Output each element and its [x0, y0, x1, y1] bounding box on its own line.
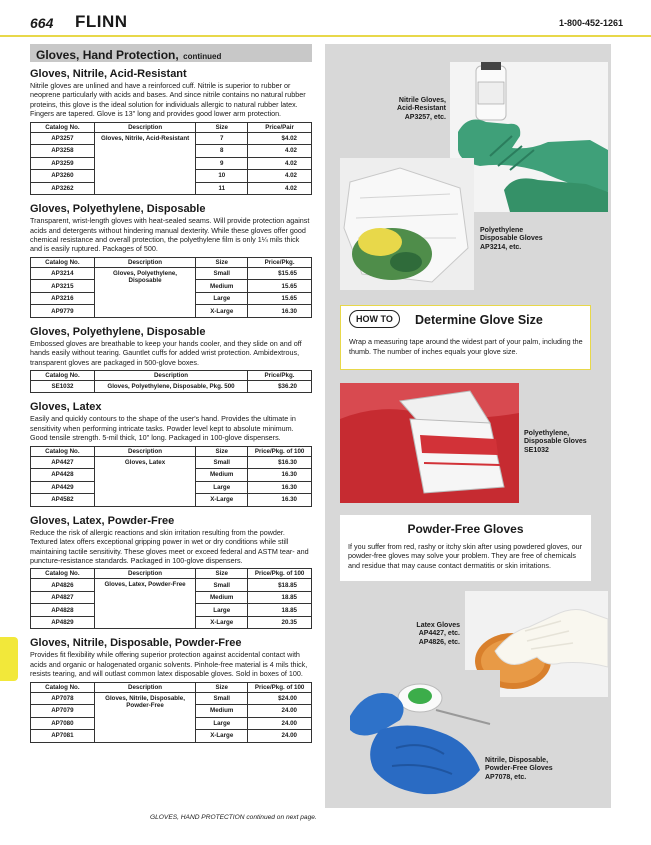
price-cell: 16.30	[248, 305, 312, 318]
caption-line: Acid-Resistant	[396, 105, 446, 113]
price-cell: 4.02	[248, 182, 312, 195]
caption-latex	[378, 622, 460, 647]
catalog-cell: AP3262	[31, 182, 95, 195]
caption-line: AP3214, etc.	[480, 243, 522, 251]
page-number: 664	[30, 15, 54, 31]
catalog-cell: AP4429	[31, 481, 95, 494]
product-title: Gloves, Latex, Powder-Free	[30, 514, 175, 527]
table-header-row	[31, 682, 312, 692]
col-size: Size	[196, 446, 248, 456]
table-header-row	[31, 122, 312, 132]
product-table	[30, 446, 312, 507]
col-description: Description	[94, 569, 196, 579]
col-catalog: Catalog No.	[31, 446, 95, 456]
table-row	[31, 456, 312, 469]
table-row	[31, 380, 312, 393]
catalog-cell: AP7081	[31, 730, 95, 743]
table-row	[31, 692, 312, 705]
size-cell: Large	[196, 717, 248, 730]
product-title: Gloves, Polyethylene, Disposable	[30, 203, 206, 216]
description-cell: Gloves, Polyethylene, Disposable, Pkg. 500	[95, 380, 248, 393]
catalog-cell: AP7079	[31, 705, 95, 718]
powder-free-body: If you suffer from red, rashy or itchy skin after using powdered gloves, our powder-free gloves may solve your problem. They are free of chemicals and residue that may cause contact dermatitis or skin irritations.	[348, 542, 582, 570]
catalog-cell: AP4428	[31, 469, 95, 482]
col-catalog: Catalog No.	[31, 257, 95, 267]
caption-line: AP7078, etc.	[485, 773, 527, 781]
catalog-cell: AP4829	[31, 616, 95, 629]
brand-logo: FLINN	[75, 12, 128, 31]
polyethylene-box-photo	[340, 383, 519, 503]
section-continued: continued	[183, 52, 222, 61]
size-cell: 9	[196, 157, 248, 170]
nitrile-disposable-photo	[340, 670, 500, 802]
product-latex-powder-free	[30, 515, 312, 630]
product-title: Gloves, Polyethylene, Disposable	[30, 325, 206, 338]
product-table	[30, 122, 312, 196]
catalog-cell: SE1032	[31, 380, 95, 393]
size-cell: X-Large	[196, 616, 248, 629]
col-size: Size	[196, 569, 248, 579]
page-header	[0, 0, 651, 40]
caption-line: Nitrile Gloves,	[398, 97, 446, 104]
product-polyethylene-embossed	[30, 326, 312, 394]
col-price: Price/Pkg. of 100	[248, 682, 312, 692]
price-cell: 4.02	[248, 145, 312, 158]
price-cell: $16.30	[248, 456, 312, 469]
catalog-cell: AP7080	[31, 717, 95, 730]
col-price: Price/Pkg. of 100	[248, 446, 312, 456]
size-cell: Large	[196, 604, 248, 617]
size-cell: Medium	[196, 591, 248, 604]
caption-line: Disposable Gloves	[480, 235, 543, 243]
description-cell: Gloves, Latex, Powder-Free	[94, 579, 196, 629]
catalog-cell: AP4582	[31, 494, 95, 507]
price-cell: 18.85	[248, 591, 312, 604]
caption-line: AP4427, etc.	[418, 630, 460, 638]
size-cell: Small	[196, 267, 248, 280]
catalog-cell: AP4826	[31, 579, 95, 592]
caption-line: Polyethylene	[480, 227, 524, 234]
col-size: Size	[196, 682, 248, 692]
section-band	[30, 44, 312, 62]
catalog-cell: AP4828	[31, 604, 95, 617]
price-cell: 20.35	[248, 616, 312, 629]
product-latex	[30, 401, 312, 506]
col-description: Description	[94, 257, 196, 267]
catalog-cell: AP3260	[31, 170, 95, 183]
price-cell: 24.00	[248, 705, 312, 718]
price-cell: 16.30	[248, 481, 312, 494]
size-cell: X-Large	[196, 494, 248, 507]
caption-line: AP3257, etc.	[404, 113, 446, 121]
col-size: Size	[196, 257, 248, 267]
caption-line: AP4826, etc.	[418, 638, 460, 646]
product-description: Embossed gloves are breathable to keep your hands cooler, and they slide on and off hands easily without tearing. Gauntlet cuffs for added wrist protection. Ambidextrous, transparent gloves are packaged in 500-glove boxes.	[30, 338, 302, 367]
section-title: Gloves, Hand Protection,	[36, 48, 179, 62]
price-cell: 15.65	[248, 292, 312, 305]
product-table	[30, 568, 312, 629]
col-catalog: Catalog No.	[31, 122, 95, 132]
phone-number: 1-800-452-1261	[558, 18, 623, 28]
col-price: Price/Pkg. of 100	[248, 569, 312, 579]
product-description: Provides fit flexibility while offering superior protection against accidental contact with acids and organic or halogenated organic solvents. Pinhole-free material is 4 mils thick, resists tearing, and will outlast common latex disposable gloves. Sold in boxes of 100.	[30, 650, 308, 679]
price-cell: $36.20	[248, 380, 312, 393]
col-price: Price/Pair	[248, 122, 312, 132]
caption-line: Latex Gloves	[416, 622, 460, 629]
price-cell: $24.00	[248, 692, 312, 705]
price-cell: 24.00	[248, 730, 312, 743]
price-cell: 16.30	[248, 494, 312, 507]
header-rule	[0, 35, 651, 37]
product-polyethylene-disposable	[30, 203, 312, 318]
caption-line: Nitrile, Disposable,	[485, 757, 549, 764]
polyethylene-glove-photo	[340, 158, 474, 290]
table-row	[31, 579, 312, 592]
size-cell: Large	[196, 292, 248, 305]
catalog-cell: AP7078	[31, 692, 95, 705]
price-cell: 4.02	[248, 170, 312, 183]
howto-body: Wrap a measuring tape around the widest part of your palm, including the thumb. The number of inches equals your glove size.	[349, 337, 583, 356]
howto-badge: HOW TO	[349, 310, 400, 328]
powder-free-title: Powder-Free Gloves	[407, 522, 524, 536]
product-description: Reduce the risk of allergic reactions and skin irritation resulting from the powder. Textured latex offers exceptional gripping power in wet or dry conditions while still maintaining tactile sensitivity. These gloves meet or exceed federal and ASTM tear- and puncture-resistance standards. Packaged in 100-glove dispensers.	[30, 527, 309, 565]
product-table	[30, 682, 312, 743]
catalog-cell: AP9779	[31, 305, 95, 318]
price-cell: $4.02	[248, 132, 312, 145]
size-cell: Large	[196, 481, 248, 494]
product-description: Easily and quickly contours to the shape of the user's hand. Provides the ultimate in sensitivity when performing intricate tasks. Powder level kept to absolute minimum. Good tensile strength. 5-mil thick, 10" long. Packaged in 100-glove dispensers.	[30, 414, 296, 443]
catalog-cell: AP3214	[31, 267, 95, 280]
catalog-cell: AP3215	[31, 280, 95, 293]
price-cell: 16.30	[248, 469, 312, 482]
col-description: Description	[94, 446, 196, 456]
product-column	[30, 68, 312, 751]
col-price: Price/Pkg.	[248, 257, 312, 267]
table-header-row	[31, 446, 312, 456]
size-cell: Medium	[196, 705, 248, 718]
description-cell: Gloves, Nitrile, Disposable, Powder-Free	[94, 692, 196, 742]
size-cell: Medium	[196, 280, 248, 293]
caption-nitrile-disposable	[485, 757, 585, 782]
size-cell: 8	[196, 145, 248, 158]
size-cell: Small	[196, 579, 248, 592]
howto-title: Determine Glove Size	[415, 313, 543, 327]
col-catalog: Catalog No.	[31, 682, 95, 692]
price-cell: 15.65	[248, 280, 312, 293]
continued-note: GLOVES, HAND PROTECTION continued on next page.	[150, 814, 317, 821]
size-cell: X-Large	[196, 730, 248, 743]
product-description: Nitrile gloves are unlined and have a reinforced cuff. Nitrile is superior to rubber or neoprene particularly with acids and bases. And since nitrile contains no natural rubber proteins, this glove is the ideal solution for individuals allergic to natural rubber latex. Fingers are tapered. Glove is 13" long and provides good lower arm protection.	[30, 81, 306, 119]
price-cell: $15.65	[248, 267, 312, 280]
catalog-cell: AP3259	[31, 157, 95, 170]
howto-box	[340, 305, 591, 370]
table-header-row	[31, 569, 312, 579]
product-nitrile-acid-resistant	[30, 68, 312, 195]
caption-nitrile-acid	[358, 97, 446, 122]
price-cell: 18.85	[248, 604, 312, 617]
col-size: Size	[196, 122, 248, 132]
col-description: Description	[95, 370, 248, 380]
description-cell: Gloves, Nitrile, Acid-Resistant	[94, 132, 196, 195]
col-description: Description	[94, 682, 196, 692]
product-description: Transparent, wrist-length gloves with heat-sealed seams. Will provide protection against acids and detergents without hindering manual dexterity. While these gloves offer good chemical resistance and overall protection, the polyethylene film is only 1¼ mils thick and is easily ruptured. Packages of 500.	[30, 216, 310, 254]
catalog-cell: AP3257	[31, 132, 95, 145]
price-cell: $18.85	[248, 579, 312, 592]
size-cell: 11	[196, 182, 248, 195]
caption-line: Polyethylene,	[524, 430, 570, 437]
caption-line: Powder-Free Gloves	[485, 765, 553, 773]
col-catalog: Catalog No.	[31, 370, 95, 380]
table-header-row	[31, 370, 312, 380]
product-title: Gloves, Latex	[30, 401, 102, 414]
price-cell: 24.00	[248, 717, 312, 730]
table-header-row	[31, 257, 312, 267]
description-cell: Gloves, Polyethylene, Disposable	[94, 267, 196, 317]
caption-line: SE1032	[524, 446, 549, 454]
product-nitrile-disposable	[30, 637, 312, 742]
description-cell: Gloves, Latex	[94, 456, 196, 506]
caption-polyethylene-box	[524, 430, 608, 455]
col-description: Description	[94, 122, 196, 132]
size-cell: 7	[196, 132, 248, 145]
size-cell: X-Large	[196, 305, 248, 318]
col-catalog: Catalog No.	[31, 569, 95, 579]
table-row	[31, 132, 312, 145]
product-table	[30, 370, 312, 394]
product-title: Gloves, Nitrile, Acid-Resistant	[30, 68, 187, 80]
size-cell: 10	[196, 170, 248, 183]
table-row	[31, 267, 312, 280]
powder-free-box	[340, 515, 591, 581]
price-cell: 4.02	[248, 157, 312, 170]
caption-line: Disposable Gloves	[524, 438, 587, 446]
catalog-cell: AP4827	[31, 591, 95, 604]
catalog-cell: AP3258	[31, 145, 95, 158]
size-cell: Small	[196, 692, 248, 705]
catalog-cell: AP4427	[31, 456, 95, 469]
caption-polyethylene	[480, 227, 580, 252]
product-title: Gloves, Nitrile, Disposable, Powder-Free	[30, 637, 242, 650]
section-tab	[0, 637, 18, 681]
col-price: Price/Pkg.	[248, 370, 312, 380]
product-table	[30, 257, 312, 318]
size-cell: Small	[196, 456, 248, 469]
catalog-cell: AP3216	[31, 292, 95, 305]
size-cell: Medium	[196, 469, 248, 482]
